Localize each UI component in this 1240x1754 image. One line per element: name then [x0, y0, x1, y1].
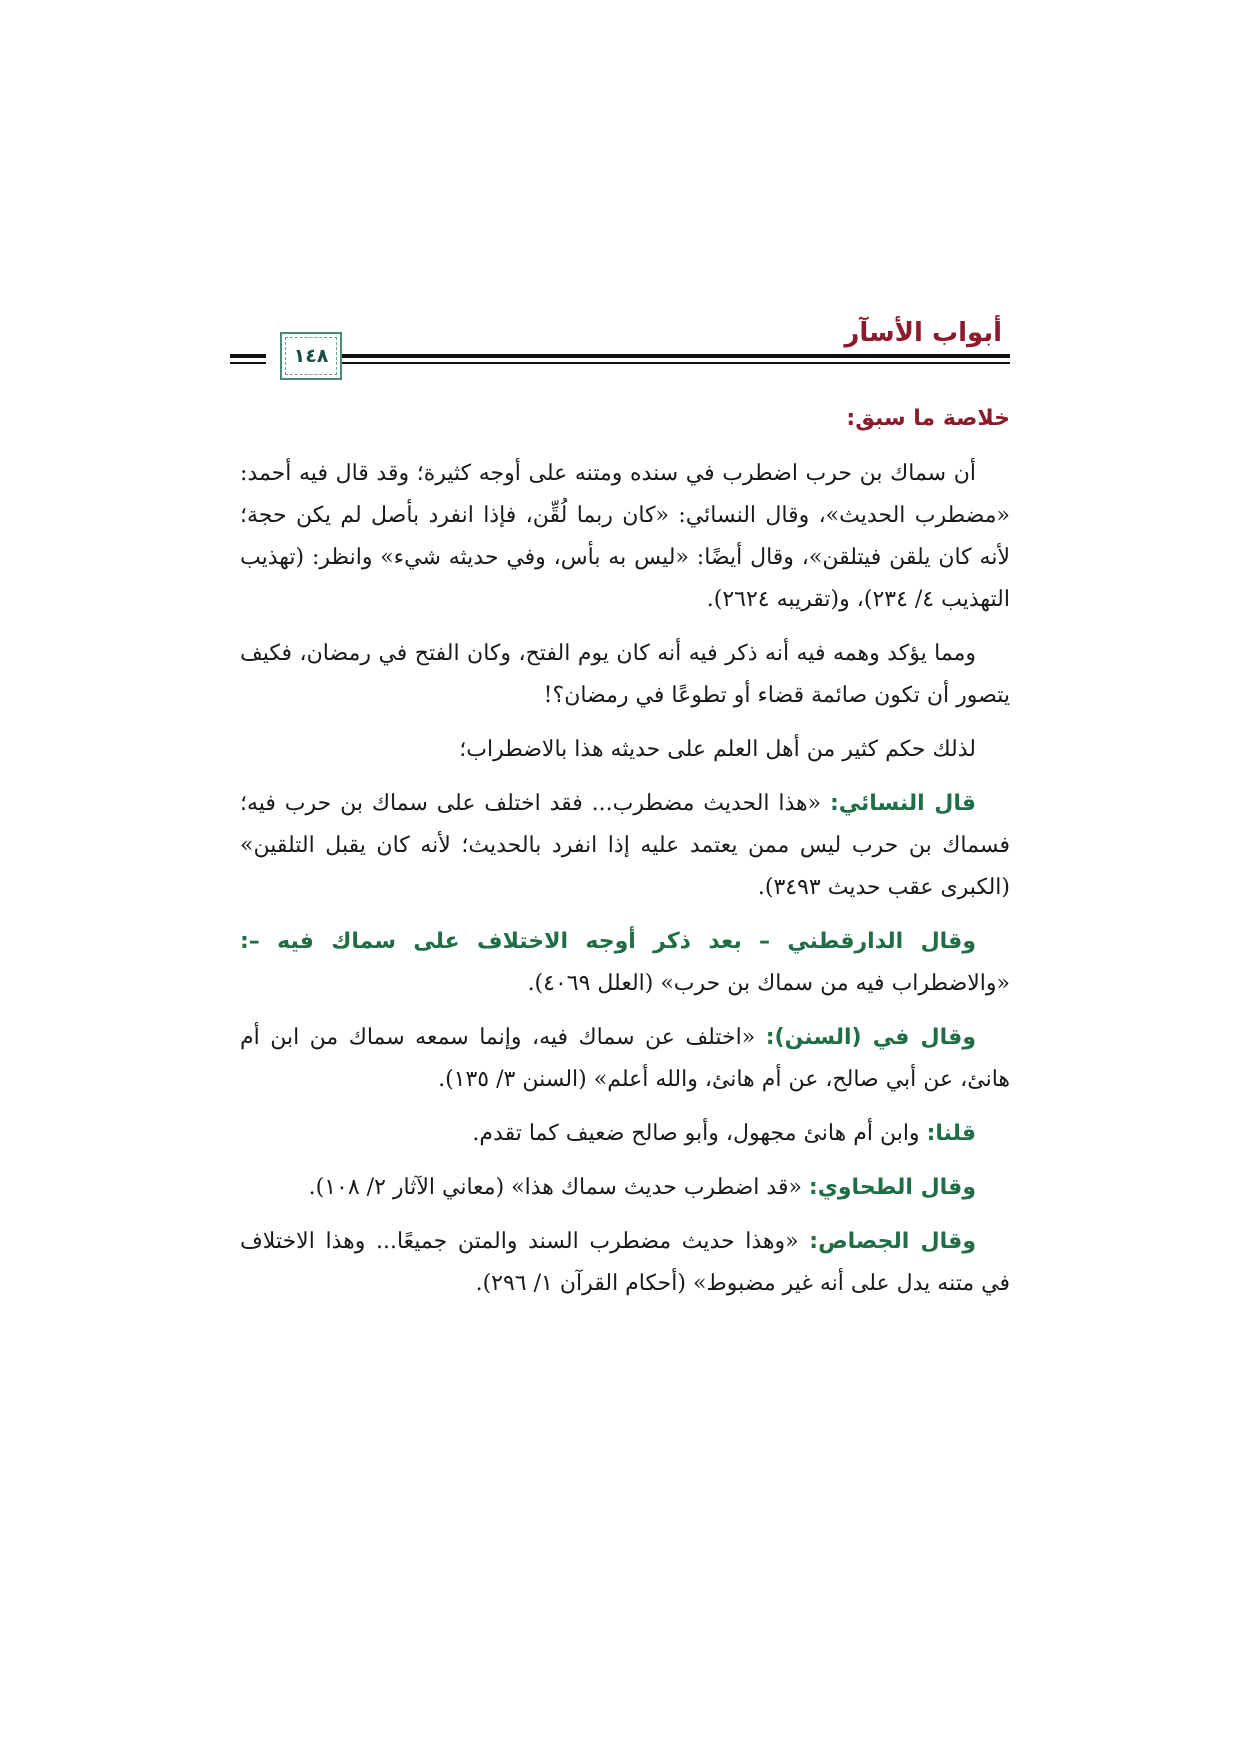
- header-rule-left-thin: [230, 362, 266, 364]
- quote-jassas: «وهذا حديث مضطرب السند والمتن جميعًا... وهذا الاختلاف في متنه يدل على أنه غير مضبوط» (أحكام القرآن ١/ ٢٩٦).: [240, 1229, 1010, 1296]
- paragraph-qulna: [240, 1113, 1010, 1155]
- speaker-tahawi: وقال الطحاوي:: [808, 1175, 976, 1200]
- quote-sunan: «اختلف عن سماك فيه، وإنما سمعه سماك من ابن أم هانئ، عن أبي صالح، عن أم هانئ، والله أعلم» (السنن ٣/ ١٣٥).: [240, 1025, 1010, 1092]
- paragraph-daraqutni: [240, 921, 1010, 1005]
- section-heading: خلاصة ما سبق:: [846, 406, 1010, 431]
- paragraph-2: ومما يؤكد وهمه فيه أنه ذكر فيه أنه كان يوم الفتح، وكان الفتح في رمضان، فكيف يتصور أن تكون صائمة قضاء أو تطوعًا في رمضان؟!: [240, 641, 1010, 708]
- header-rule-thick: [280, 354, 1010, 358]
- paragraph-tahawi: [240, 1167, 1010, 1209]
- quote-daraqutni: «والاضطراب فيه من سماك بن حرب» (العلل ٤٠٦٩).: [527, 971, 1010, 996]
- speaker-sunan: وقال في (السنن):: [765, 1025, 976, 1050]
- header-rule-left-thick: [230, 354, 266, 358]
- speaker-jassas: وقال الجصاص:: [809, 1229, 976, 1254]
- speaker-daraqutni: وقال الدارقطني – بعد ذكر أوجه الاختلاف على سماك فيه –:: [240, 929, 976, 954]
- quote-tahawi: «قد اضطرب حديث سماك هذا» (معاني الآثار ٢/ ١٠٨).: [308, 1175, 809, 1200]
- speaker-nasai: قال النسائي:: [829, 791, 976, 816]
- paragraph-3: لذلك حكم كثير من أهل العلم على حديثه هذا بالاضطراب؛: [459, 737, 976, 762]
- speaker-qulna: قلنا:: [926, 1121, 976, 1146]
- paragraph-sunan: [240, 1017, 1010, 1101]
- paragraph-jassas: [240, 1221, 1010, 1305]
- page-number: ١٤٨: [293, 345, 329, 367]
- paragraph-1: أن سماك بن حرب اضطرب في سنده ومتنه على أوجه كثيرة؛ وقد قال فيه أحمد: «مضطرب الحديث»، وقال النسائي: «كان ربما لُقِّن، فإذا انفرد بأصل لم يكن حجة؛ لأنه كان يلقن فيتلقن»، وقال أيضًا: «ليس به بأس، وفي حديثه شيء» وانظر: (تهذيب التهذيب ٤/ ٢٣٤)، و(تقريبه ٢٦٢٤).: [240, 461, 1010, 612]
- book-title: أبواب الأسآر: [844, 318, 1002, 348]
- page-number-badge: [280, 332, 342, 380]
- text-qulna: وابن أم هانئ مجهول، وأبو صالح ضعيف كما تقدم.: [472, 1121, 927, 1146]
- quote-nasai: «هذا الحديث مضطرب... فقد اختلف على سماك بن حرب فيه؛ فسماك بن حرب ليس ممن يعتمد عليه إذا انفرد بالحديث؛ لأنه كان يقبل التلقين» (الكبرى عقب حديث ٣٤٩٣).: [240, 791, 1010, 900]
- page-header: [240, 318, 1010, 388]
- paragraph-nasai: [240, 783, 1010, 909]
- page-content: [240, 318, 1010, 1317]
- header-rule-thin: [280, 362, 1010, 364]
